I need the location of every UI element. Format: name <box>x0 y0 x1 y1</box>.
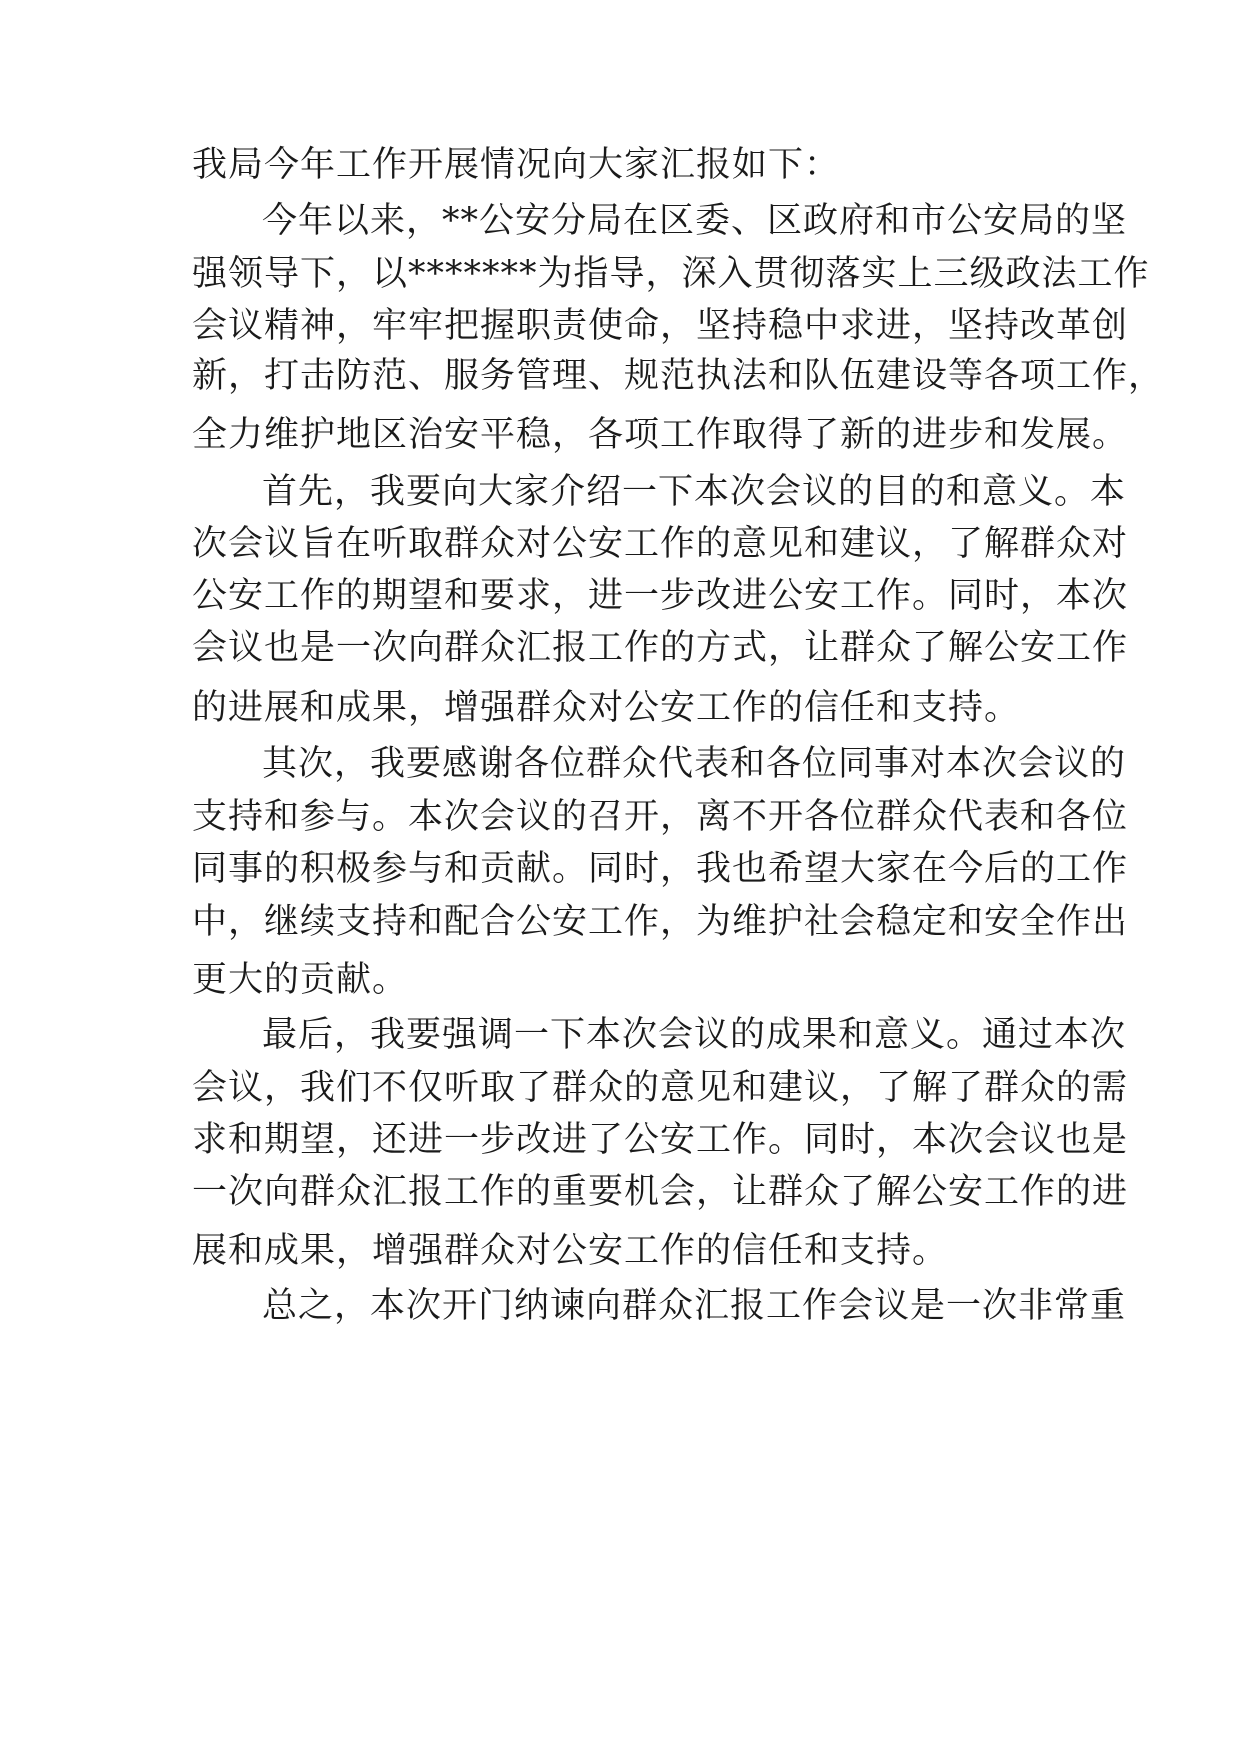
text-line: 强领导下，以*******为指导，深入贯彻落实上三级政法工作 <box>192 254 1150 294</box>
text-line: 支持和参与。本次会议的召开，离不开各位群众代表和各位 <box>192 797 1129 837</box>
paragraph-first-line: 其次，我要感谢各位群众代表和各位同事对本次会议的 <box>262 744 1127 784</box>
text-line: 会议也是一次向群众汇报工作的方式，让群众了解公安工作 <box>192 628 1129 668</box>
text-line: 会议精神，牢牢把握职责使命，坚持稳中求进，坚持改革创 <box>192 306 1129 346</box>
text-line: 我局今年工作开展情况向大家汇报如下： <box>192 145 841 185</box>
text-line: 中，继续支持和配合公安工作，为维护社会稳定和安全作出 <box>192 902 1129 942</box>
text-line: 公安工作的期望和要求，进一步改进公安工作。同时，本次 <box>192 576 1129 616</box>
paragraph-first-line: 首先，我要向大家介绍一下本次会议的目的和意义。本 <box>262 472 1127 512</box>
text-line: 同事的积极参与和贡献。同时，我也希望大家在今后的工作 <box>192 849 1129 889</box>
paragraph-first-line: 今年以来，**公安分局在区委、区政府和市公安局的坚 <box>262 201 1128 241</box>
paragraph-first-line: 总之，本次开门纳谏向群众汇报工作会议是一次非常重 <box>262 1286 1127 1326</box>
text-line: 次会议旨在听取群众对公安工作的意见和建议，了解群众对 <box>192 524 1129 564</box>
text-line: 会议，我们不仅听取了群众的意见和建议，了解了群众的需 <box>192 1068 1129 1108</box>
text-line: 新，打击防范、服务管理、规范执法和队伍建设等各项工作， <box>192 356 1165 396</box>
text-line: 求和期望，还进一步改进了公安工作。同时，本次会议也是 <box>192 1120 1129 1160</box>
text-line: 一次向群众汇报工作的重要机会，让群众了解公安工作的进 <box>192 1172 1129 1212</box>
text-line: 更大的贡献。 <box>192 960 409 1000</box>
paragraph-first-line: 最后，我要强调一下本次会议的成果和意义。通过本次 <box>262 1015 1127 1055</box>
text-line: 的进展和成果，增强群众对公安工作的信任和支持。 <box>192 688 1021 728</box>
text-line: 全力维护地区治安平稳，各项工作取得了新的进步和发展。 <box>192 415 1129 455</box>
text-line: 展和成果，增强群众对公安工作的信任和支持。 <box>192 1231 949 1271</box>
